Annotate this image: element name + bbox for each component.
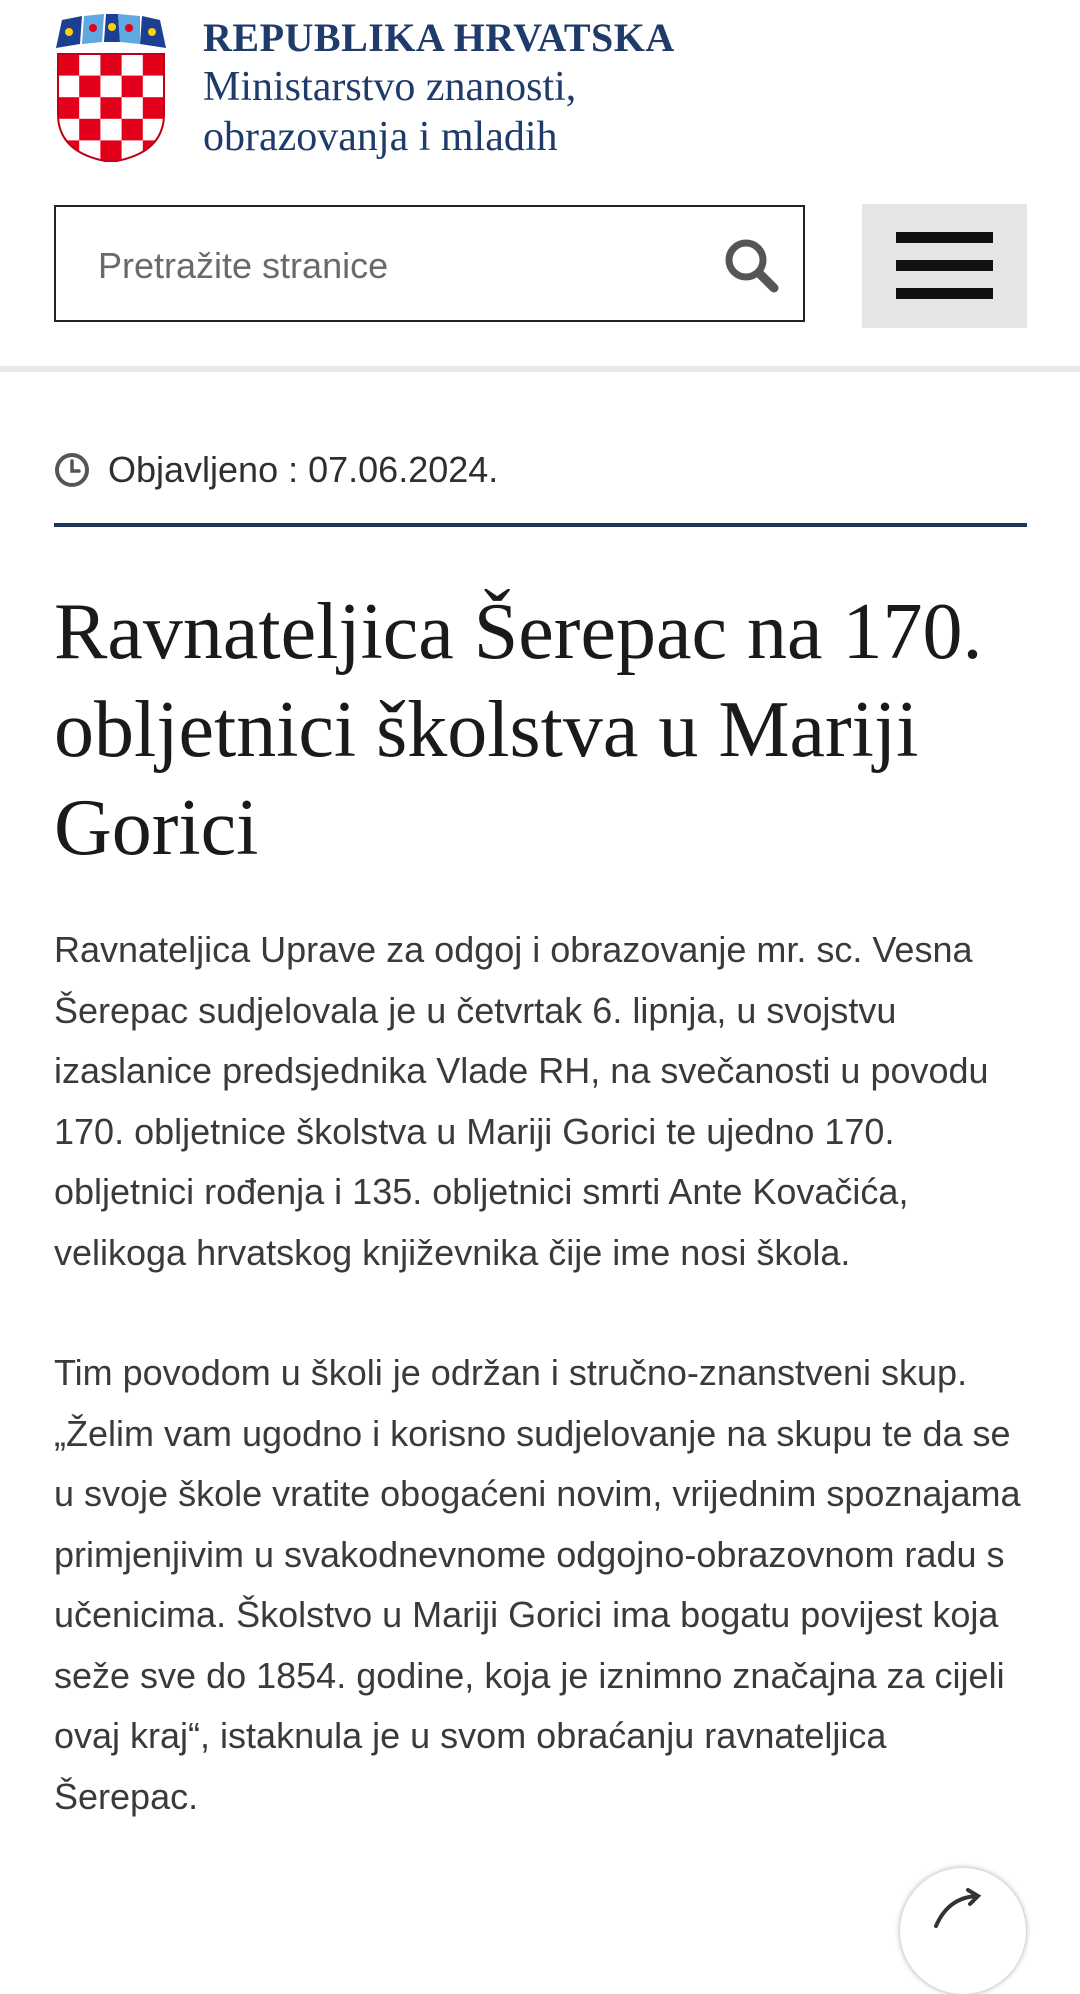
search-input[interactable] (96, 237, 700, 295)
title-rule (54, 523, 1027, 527)
menu-button[interactable] (862, 204, 1027, 328)
brand-ministry-line1: Ministarstvo znanosti, (203, 64, 577, 110)
clock-icon (54, 452, 90, 488)
accessibility-icon (928, 1888, 998, 1928)
article-body (54, 920, 1039, 1887)
header-divider (0, 366, 1080, 372)
publish-date (54, 445, 498, 495)
search-box (54, 205, 805, 322)
article-paragraph: Ravnateljica Uprave za odgoj i obrazovanje mr. sc. Vesna Šerepac sudjelovala je u četvrtak 6. lipnja, u svojstvu izaslanice predsjednika Vlade RH, na svečanosti u povodu 170. obljetnice školstva u Mariji Gorici te ujedno 170. obljetnici rođenja i 135. obljetnici smrti Ante Kovačića, velikoga hrvatskog književnika čije ime nosi škola. (54, 929, 989, 1273)
brand-country: REPUBLIKA HRVATSKA (203, 15, 675, 60)
accessibility-button[interactable] (900, 1868, 1026, 1994)
publish-date-text: Objavljeno : 07.06.2024. (108, 449, 499, 490)
article-paragraph: Tim povodom u školi je održan i stručno-znanstveni skup. „Želim vam ugodno i korisno sudjelovanje na skupu te da se u svoje škole vratite obogaćeni novim, vrijednim spoznajama primjenjivim u svakodnevnome odgojno-obrazovnom radu s učenicima. Školstvo u Mariji Gorici ima bogatu povijest koja seže sve do 1854. godine, koja je iznimno značajna za cijeli ovaj kraj“, istaknula je u svom obraćanju ravnateljica Šerepac. (54, 1352, 1021, 1817)
search-icon[interactable] (721, 235, 781, 295)
hamburger-menu-icon-bar (896, 260, 993, 271)
hamburger-menu-icon (896, 232, 993, 243)
article-title: Ravnateljica Šerepac na 170. obljetnici školstva u Mariji Gorici (54, 588, 983, 872)
hamburger-menu-icon-bar (896, 288, 993, 299)
brand-ministry-line2: obrazovanja i mladih (203, 114, 558, 160)
ministry-brand[interactable] (203, 14, 675, 162)
site-header (0, 0, 1080, 368)
coat-of-arms-icon[interactable] (52, 14, 170, 162)
